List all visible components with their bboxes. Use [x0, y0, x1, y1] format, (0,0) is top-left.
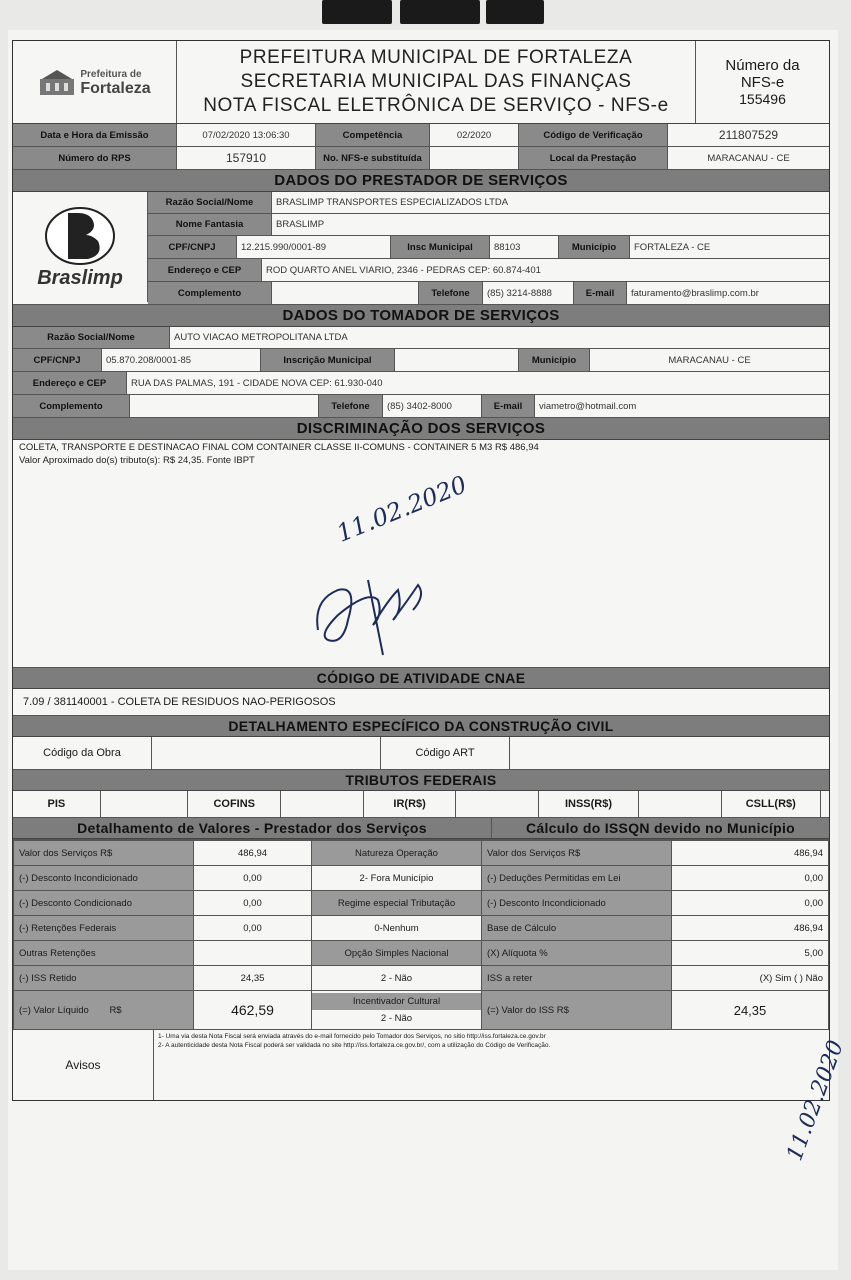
- title-secretaria: SECRETARIA MUNICIPAL DAS FINANÇAS: [240, 71, 632, 92]
- codigo-art-label: Código ART: [381, 737, 510, 769]
- codigo-art-value: [510, 737, 829, 769]
- prestador-cpf-label: CPF/CNPJ: [148, 236, 237, 258]
- numero-rps-value: 157910: [177, 147, 316, 169]
- ir-label: IR(R$): [364, 791, 457, 817]
- servicos-section-title: DISCRIMINAÇÃO DOS SERVIÇOS: [13, 418, 829, 440]
- tomador-municipio-label: Município: [519, 349, 590, 371]
- valores-left-value: 0,00: [194, 891, 312, 916]
- tomador-razao-value: AUTO VIACAO METROPOLITANA LTDA: [174, 332, 348, 343]
- avisos-handwritten-date: 11.02.2020: [782, 1037, 849, 1165]
- nfse-substituida-label: No. NFS-e substituída: [316, 147, 430, 169]
- valores-row: [14, 966, 829, 991]
- valores-right-value: 0,00: [672, 891, 829, 916]
- prestador-telefone-label: Telefone: [419, 282, 483, 304]
- prestador-fantasia-value: BRASLIMP: [276, 219, 325, 230]
- prestador-complemento-value: [272, 282, 419, 304]
- prestador-insc-label: Insc Municipal: [391, 236, 490, 258]
- prefeitura-logo: [13, 41, 177, 123]
- valores-middle-label: Regime especial Tributação: [312, 891, 482, 916]
- valores-left-label: Valor dos Serviços R$: [14, 841, 194, 866]
- valores-row: [14, 891, 829, 916]
- prestador-razao-value: BRASLIMP TRANSPORTES ESPECIALIZADOS LTDA: [276, 197, 509, 208]
- prestador-email-label: E-mail: [574, 282, 627, 304]
- codigo-verificacao-label: Código de Verificação: [519, 124, 668, 146]
- numero-label-1: Número da: [725, 57, 800, 74]
- valores-row: [14, 866, 829, 891]
- pis-value: [101, 791, 189, 817]
- prestador-fantasia-label: Nome Fantasia: [148, 214, 272, 235]
- nfse-substituida-value: [430, 147, 519, 169]
- tributos-section-title: TRIBUTOS FEDERAIS: [13, 770, 829, 791]
- braslimp-logo: [13, 192, 148, 302]
- title-prefeitura: PREFEITURA MUNICIPAL DE FORTALEZA: [239, 47, 633, 68]
- construcao-section-title: DETALHAMENTO ESPECÍFICO DA CONSTRUÇÃO CIVIL: [13, 716, 829, 737]
- valores-right-label: Base de Cálculo: [482, 916, 672, 941]
- cofins-label: COFINS: [188, 791, 281, 817]
- valor-liquido-value: 462,59: [194, 991, 312, 1030]
- csll-label: CSLL(R$): [722, 791, 822, 817]
- tomador-endereco-value: RUA DAS PALMAS, 191 - CIDADE NOVA CEP: 61.930-040: [131, 377, 383, 389]
- cofins-value: [281, 791, 364, 817]
- valores-left-value: [194, 941, 312, 966]
- incentivador-label: Incentivador Cultural: [312, 993, 481, 1010]
- avisos-text: [154, 1030, 849, 1165]
- valores-right-label: Valor dos Serviços R$: [482, 841, 672, 866]
- valores-right-value: 486,94: [672, 841, 829, 866]
- codigo-obra-label: Código da Obra: [13, 737, 152, 769]
- inss-value: [639, 791, 722, 817]
- valor-liquido-row: [14, 991, 829, 1030]
- prestador-email-value: faturamento@braslimp.com.br: [631, 287, 759, 299]
- valores-left-label: (-) Desconto Incondicionado: [14, 866, 194, 891]
- valores-left-label: (-) Desconto Condicionado: [14, 891, 194, 916]
- valores-right-label: ISS a reter: [482, 966, 672, 991]
- numero-value: 155496: [739, 91, 786, 107]
- binder-clip: [322, 0, 392, 24]
- servico-line-2: Valor Aproximado do(s) tributo(s): R$ 24,35. Fonte IBPT: [19, 455, 255, 466]
- city-emblem-icon: [38, 67, 76, 97]
- prestador-municipio-value: FORTALEZA - CE: [634, 241, 711, 253]
- valores-left-label: (-) ISS Retido: [14, 966, 194, 991]
- avisos-label: Avisos: [13, 1030, 154, 1100]
- tomador-razao-label: Razão Social/Nome: [13, 327, 170, 348]
- tomador-telefone-label: Telefone: [319, 395, 383, 417]
- valores-right-label: (X) Alíquota %: [482, 941, 672, 966]
- valores-right-value: 0,00: [672, 866, 829, 891]
- pis-label: PIS: [13, 791, 101, 817]
- tomador-insc-value: [395, 349, 519, 371]
- valores-middle-label: 2 - Não: [312, 966, 482, 991]
- tomador-endereco-label: Endereço e CEP: [13, 372, 127, 394]
- valores-left-value: 486,94: [194, 841, 312, 866]
- avisos-row: [13, 1030, 849, 1165]
- tomador-cpf-label: CPF/CNPJ: [13, 349, 102, 371]
- prestador-razao-label: Razão Social/Nome: [148, 192, 272, 213]
- prestador-cpf-value: 12.215.990/0001-89: [237, 236, 391, 258]
- binder-clip: [400, 0, 480, 24]
- tomador-cpf-value: 05.870.208/0001-85: [102, 349, 261, 371]
- handwritten-signature: [308, 560, 448, 660]
- servico-line-1: COLETA, TRANSPORTE E DESTINACAO FINAL COM CONTAINER CLASSE II-COMUNS - CONTAINER 5 M3 R$ 486,94: [19, 442, 539, 453]
- header-titles: [177, 41, 696, 123]
- valores-row: [14, 841, 829, 866]
- logo-line1: Prefeitura de: [80, 69, 142, 80]
- tomador-complemento-value: [130, 395, 319, 417]
- tomador-insc-label: Inscrição Municipal: [261, 349, 395, 371]
- valor-liquido-label: (=) Valor Líquido: [19, 1004, 89, 1016]
- valores-middle-label: 2- Fora Município: [312, 866, 482, 891]
- valores-table: [13, 840, 829, 1030]
- handwritten-date: 11.02.2020: [332, 470, 471, 548]
- tomador-municipio-value: MARACANAU - CE: [668, 354, 751, 366]
- prestador-telefone-value: (85) 3214-8888: [483, 282, 574, 304]
- binder-clip: [486, 0, 544, 24]
- valores-right-title: Cálculo do ISSQN devido no Município: [492, 818, 829, 839]
- valores-middle-label: Natureza Operação: [312, 841, 482, 866]
- numero-rps-label: Número do RPS: [13, 147, 177, 169]
- valor-liquido-currency: R$: [109, 1004, 122, 1016]
- codigo-verificacao-value: 211807529: [718, 128, 779, 142]
- numero-nfse-box: [696, 41, 829, 123]
- title-nfse: NOTA FISCAL ELETRÔNICA DE SERVIÇO - NFS-e: [203, 95, 669, 116]
- tomador-telefone-value: (85) 3402-8000: [383, 395, 482, 417]
- valores-right-value: 486,94: [672, 916, 829, 941]
- prestador-municipio-label: Município: [559, 236, 630, 258]
- prestador-insc-value: 88103: [490, 236, 559, 258]
- braslimp-logo-text: Braslimp: [37, 266, 123, 289]
- csll-value: [821, 791, 829, 817]
- valores-left-label: Outras Retenções: [14, 941, 194, 966]
- local-prestacao-value: MARACANAU - CE: [707, 152, 790, 164]
- inss-label: INSS(R$): [539, 791, 639, 817]
- valores-left-title: Detalhamento de Valores - Prestador dos Serviços: [13, 818, 492, 839]
- valores-right-label: (-) Deduções Permitidas em Lei: [482, 866, 672, 891]
- prestador-section-title: DADOS DO PRESTADOR DE SERVIÇOS: [13, 170, 829, 192]
- servicos-area: [13, 440, 829, 668]
- prestador-complemento-label: Complemento: [148, 282, 272, 304]
- aviso-line-2: 2- A autenticidade desta Nota Fiscal poderá ser validada no site http://iss.fortaleza.ce.gov.br/, com a utilização do Código de Verificação.: [158, 1042, 551, 1049]
- valores-middle-label: Opção Simples Nacional: [312, 941, 482, 966]
- incentivador-cell: [312, 991, 482, 1030]
- valores-left-value: 0,00: [194, 866, 312, 891]
- valor-liquido-label-cell: [14, 991, 194, 1030]
- valores-middle-label: 0-Nenhum: [312, 916, 482, 941]
- prestador-endereco-value: ROD QUARTO ANEL VIARIO, 2346 - PEDRAS CEP: 60.874-401: [266, 264, 541, 276]
- nfse-document: [12, 40, 849, 1165]
- valores-row: [14, 916, 829, 941]
- tomador-section-title: DADOS DO TOMADOR DE SERVIÇOS: [13, 305, 829, 327]
- braslimp-b-icon: [40, 205, 120, 267]
- prestador-endereco-label: Endereço e CEP: [148, 259, 262, 281]
- valores-left-value: 0,00: [194, 916, 312, 941]
- valores-right-value: (X) Sim ( ) Não: [672, 966, 829, 991]
- valores-left-value: 24,35: [194, 966, 312, 991]
- tomador-complemento-label: Complemento: [13, 395, 130, 417]
- valores-row: [14, 941, 829, 966]
- incentivador-value: 2 - Não: [380, 1013, 413, 1024]
- valor-iss-label: (=) Valor do ISS R$: [482, 991, 672, 1030]
- tomador-email-value: viametro@hotmail.com: [539, 400, 637, 412]
- competencia-label: Competência: [316, 124, 430, 146]
- logo-line2: Fortaleza: [80, 80, 151, 97]
- data-hora-label: Data e Hora da Emissão: [13, 124, 177, 146]
- cnae-value: 7.09 / 381140001 - COLETA DE RESIDUOS NAO-PERIGOSOS: [23, 696, 336, 708]
- valores-right-value: 5,00: [672, 941, 829, 966]
- numero-label-2: NFS-e: [740, 74, 785, 91]
- cnae-section-title: CÓDIGO DE ATIVIDADE CNAE: [13, 668, 829, 689]
- tomador-email-label: E-mail: [482, 395, 535, 417]
- ir-value: [456, 791, 539, 817]
- valores-left-label: (-) Retenções Federais: [14, 916, 194, 941]
- data-hora-value: 07/02/2020 13:06:30: [177, 124, 316, 146]
- codigo-obra-value: [152, 737, 381, 769]
- valores-right-label: (-) Desconto Incondicionado: [482, 891, 672, 916]
- aviso-line-1: 1- Uma via desta Nota Fiscal será enviada através do e-mail fornecido pelo Tomador dos Serviços, no sitio http://iss.fortaleza.ce.gov.br: [158, 1033, 546, 1040]
- local-prestacao-label: Local da Prestação: [519, 147, 668, 169]
- competencia-value: 02/2020: [430, 124, 519, 146]
- valor-iss-value: 24,35: [672, 991, 829, 1030]
